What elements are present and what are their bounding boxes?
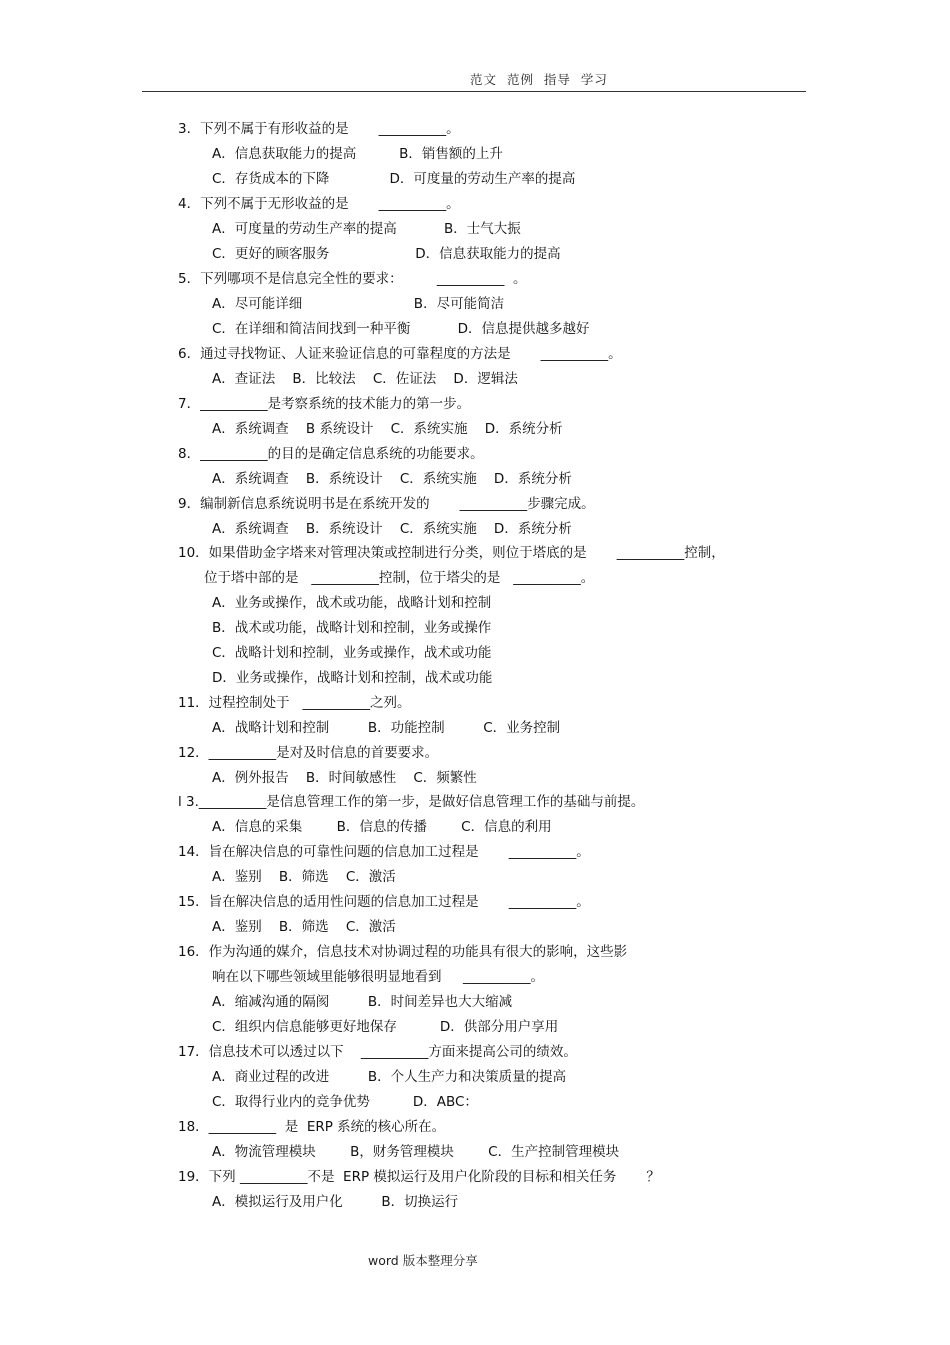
question-16-options-cd: C．组织内信息能够更好地保存 D．供部分用户享用 — [212, 1019, 559, 1035]
question-9: 9．编制新信息系统说明书是在系统开发的 __________步骤完成。 — [178, 496, 595, 512]
question-17: 17．信息技术可以透过以下 __________方面来提高公司的绩效。 — [178, 1044, 577, 1060]
question-19: 19．下列 __________不是 ERP 模拟运行及用户化阶段的目标和相关任务 ？ — [178, 1169, 660, 1185]
question-11-options: A．战略计划和控制 B．功能控制 C．业务控制 — [212, 720, 561, 736]
question-10-option-b: B．战术或功能，战略计划和控制，业务或操作 — [212, 620, 492, 636]
question-14: 14．旨在解决信息的可靠性问题的信息加工过程是 __________。 — [178, 844, 590, 860]
question-3: 3．下列不属于有形收益的是 __________。 — [178, 121, 460, 137]
question-9-options: A．系统调查 B．系统设计 C．系统实施 D．系统分析 — [212, 521, 572, 537]
page-footer: word 版本整理分享 — [368, 1253, 478, 1268]
question-16-continued: 响在以下哪些领域里能够很明显地看到 __________。 — [212, 969, 544, 985]
question-4-options-cd: C．更好的顾客服务 D．信息获取能力的提高 — [212, 246, 561, 262]
question-10: 10．如果借助金字塔来对管理决策或控制进行分类，则位于塔底的是 __________控制， — [178, 545, 725, 561]
header-divider — [142, 91, 806, 92]
page-header: 范文 范例 指导 学习 — [470, 72, 608, 87]
question-5-options-ab: A．尽可能详细 B．尽可能简洁 — [212, 296, 505, 312]
question-5-options-cd: C．在详细和简洁间找到一种平衡 D．信息提供越多越好 — [212, 321, 590, 337]
question-5: 5．下列哪项不是信息完全性的要求： __________ 。 — [178, 271, 527, 287]
question-18-options: A．物流管理模块 B，财务管理模块 C．生产控制管理模块 — [212, 1144, 620, 1160]
question-6: 6．通过寻找物证、人证来验证信息的可靠程度的方法是 __________。 — [178, 346, 622, 362]
question-15-options: A．鉴别 B．筛选 C．激活 — [212, 919, 396, 935]
question-10-option-d: D．业务或操作，战略计划和控制，战术或功能 — [212, 670, 493, 686]
question-17-options-ab: A．商业过程的改进 B．个人生产力和决策质量的提高 — [212, 1069, 567, 1085]
question-12-options: A．例外报告 B．时间敏感性 C．频繁性 — [212, 770, 477, 786]
question-7-options: A．系统调查 B 系统设计 C．系统实施 D．系统分析 — [212, 421, 563, 437]
question-3-options-ab: A．信息获取能力的提高 B．销售额的上升 — [212, 146, 503, 162]
question-7: 7．__________是考察系统的技术能力的第一步。 — [178, 396, 471, 412]
question-17-options-cd: C．取得行业内的竞争优势 D．ABC： — [212, 1094, 478, 1110]
question-12: 12．__________是对及时信息的首要要求。 — [178, 745, 439, 761]
question-4: 4．下列不属于无形收益的是 __________。 — [178, 196, 460, 212]
question-8-options: A．系统调查 B．系统设计 C．系统实施 D．系统分析 — [212, 471, 572, 487]
question-10-continued: 位于塔中部的是 __________控制，位于塔尖的是 __________。 — [204, 570, 595, 586]
question-8: 8．__________的目的是确定信息系统的功能要求。 — [178, 446, 484, 462]
question-14-options: A．鉴别 B．筛选 C．激活 — [212, 869, 396, 885]
question-3-options-cd: C．存货成本的下降 D．可度量的劳动生产率的提高 — [212, 171, 576, 187]
question-19-options: A．模拟运行及用户化 B．切换运行 — [212, 1194, 459, 1210]
question-16: 16．作为沟通的媒介，信息技术对协调过程的功能具有很大的影响，这些影 — [178, 944, 628, 960]
question-6-options: A．查证法 B．比较法 C．佐证法 D．逻辑法 — [212, 371, 518, 387]
question-10-option-a: A．业务或操作，战术或功能，战略计划和控制 — [212, 595, 492, 611]
question-4-options-ab: A．可度量的劳动生产率的提高 B．士气大振 — [212, 221, 521, 237]
question-13: l 3.__________是信息管理工作的第一步，是做好信息管理工作的基础与前提。 — [178, 794, 645, 810]
question-11: 11．过程控制处于 __________之列。 — [178, 695, 411, 711]
question-13-options: A．信息的采集 B．信息的传播 C．信息的利用 — [212, 819, 552, 835]
question-10-option-c: C．战略计划和控制，业务或操作，战术或功能 — [212, 645, 492, 661]
question-16-options-ab: A．缩减沟通的隔阂 B．时间差异也大大缩减 — [212, 994, 513, 1010]
question-15: 15．旨在解决信息的适用性问题的信息加工过程是 __________。 — [178, 894, 590, 910]
question-18: 18．__________ 是 ERP 系统的核心所在。 — [178, 1119, 446, 1135]
